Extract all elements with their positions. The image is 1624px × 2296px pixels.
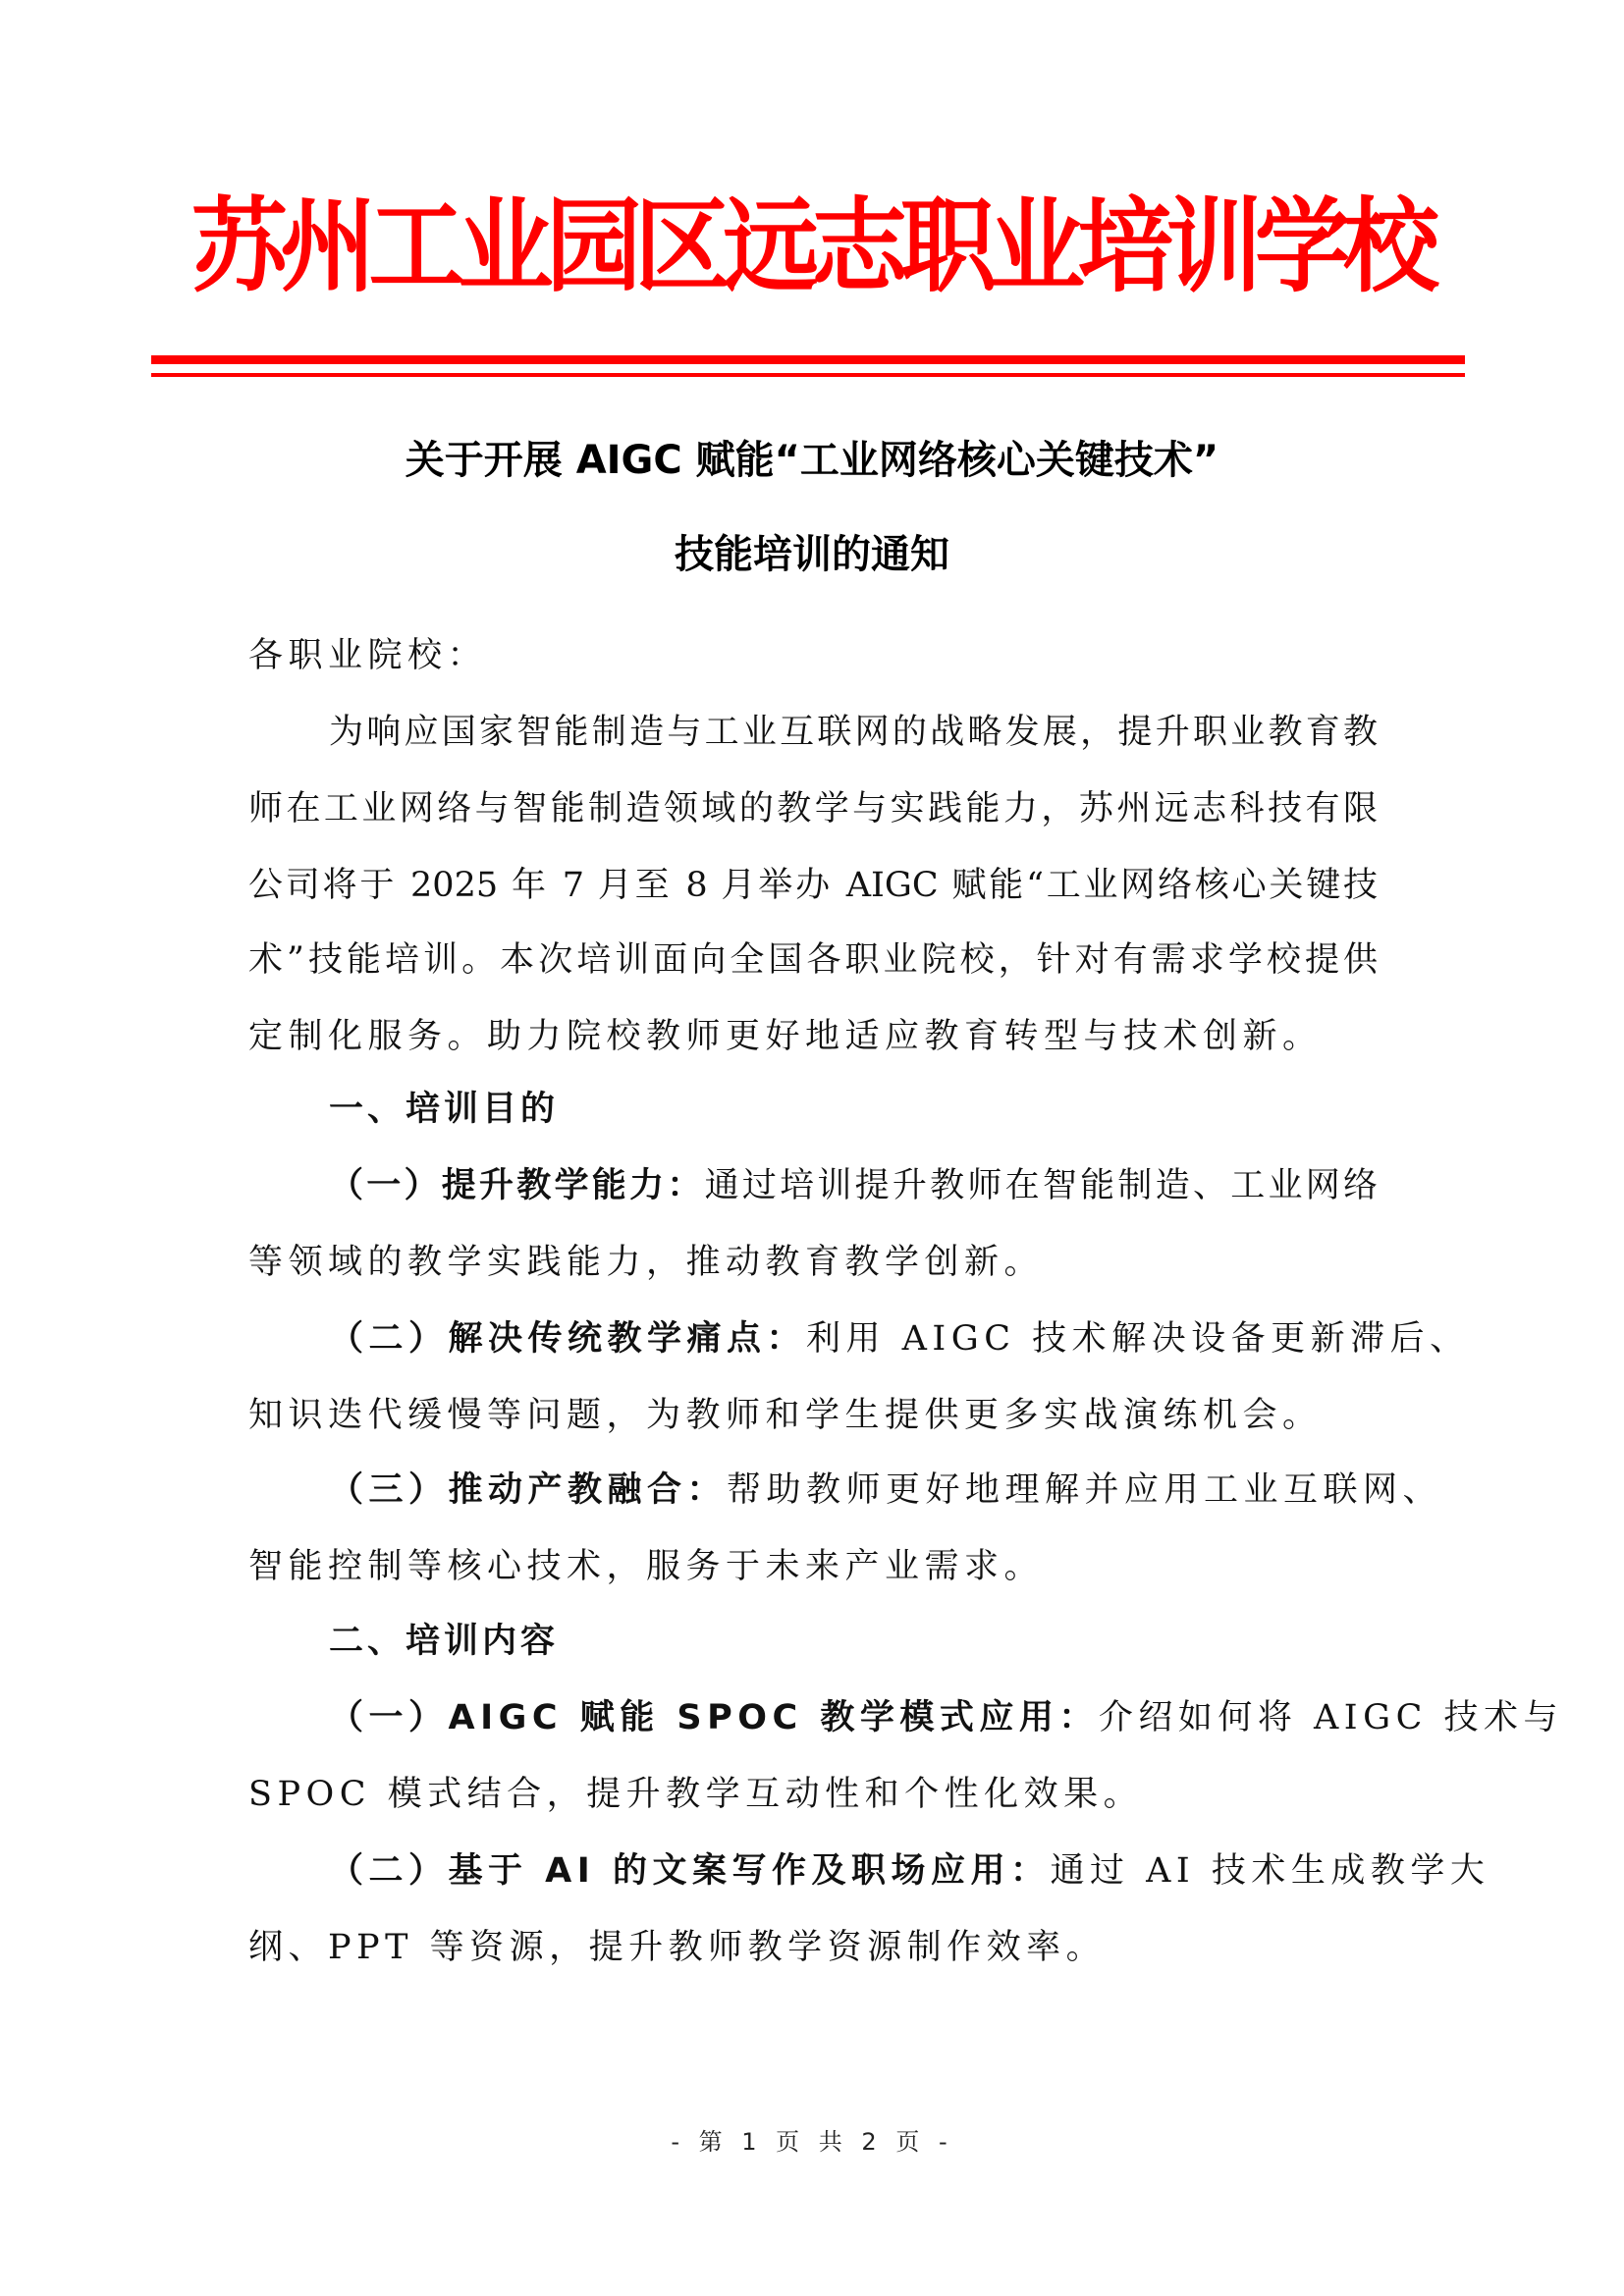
purpose-item-3 [248, 1466, 1443, 1515]
document-title-line-1: 关于开展 AIGC 赋能“工业网络核心关键技术” [405, 438, 1219, 483]
item-text: 通过 AI 技术生成教学大 [1050, 1851, 1490, 1891]
content-item-1-continuation: SPOC 模式结合，提升教学互动性和个性化效果。 [248, 1775, 1144, 1814]
intro-line: 师在工业网络与智能制造领域的教学与实践能力，苏州远志科技有限 [248, 789, 1378, 828]
page-number-footer: - 第 1 页 共 2 页 - [671, 2128, 953, 2156]
section-heading-content: 二、培训内容 [329, 1622, 560, 1661]
letterhead-rule-thick [151, 355, 1465, 364]
intro-line: 为响应国家智能制造与工业互联网的战略发展，提升职业教育教 [329, 713, 1378, 752]
content-item-2 [248, 1846, 1490, 1896]
intro-line: 定制化服务。助力院校教师更好地适应教育转型与技术创新。 [248, 1017, 1323, 1056]
section-heading-purpose: 一、培训目的 [329, 1090, 560, 1129]
item-text: 通过培训提升教师在智能制造、工业网络 [704, 1166, 1378, 1205]
purpose-item-3-continuation: 智能控制等核心技术，服务于未来产业需求。 [248, 1547, 1045, 1586]
document-title-line-2: 技能培训的通知 [675, 532, 949, 577]
purpose-item-2 [248, 1314, 1470, 1363]
item-lead: （一）提升教学能力： [329, 1166, 705, 1205]
item-lead: （二）基于 AI 的文案写作及职场应用： [329, 1851, 1051, 1891]
intro-line: 术”技能培训。本次培训面向全国各职业院校，针对有需求学校提供 [248, 940, 1378, 980]
item-lead: （二）解决传统教学痛点： [329, 1319, 807, 1359]
purpose-item-1 [248, 1161, 1378, 1210]
letterhead-org-name: 苏州工业园区远志职业培训学校 [191, 186, 1433, 306]
item-text: 帮助教师更好地理解并应用工业互联网、 [727, 1470, 1443, 1510]
purpose-item-2-continuation: 知识迭代缓慢等问题，为教师和学生提供更多实战演练机会。 [248, 1396, 1323, 1435]
item-lead: （三）推动产教融合： [329, 1470, 728, 1510]
content-item-2-continuation: 纲、PPT 等资源，提升教师教学资源制作效率。 [248, 1928, 1107, 1967]
item-text: 利用 AIGC 技术解决设备更新滞后、 [806, 1319, 1470, 1359]
content-item-1 [248, 1693, 1563, 1742]
purpose-item-1-continuation: 等领域的教学实践能力，推动教育教学创新。 [248, 1243, 1045, 1282]
item-lead: （一）AIGC 赋能 SPOC 教学模式应用： [329, 1698, 1099, 1737]
salutation: 各职业院校： [248, 636, 488, 675]
letterhead-rule-thin [151, 373, 1465, 377]
intro-line: 公司将于 2025 年 7 月至 8 月举办 AIGC 赋能“工业网络核心关键技 [248, 866, 1378, 905]
item-text: 介绍如何将 AIGC 技术与 [1098, 1698, 1563, 1737]
